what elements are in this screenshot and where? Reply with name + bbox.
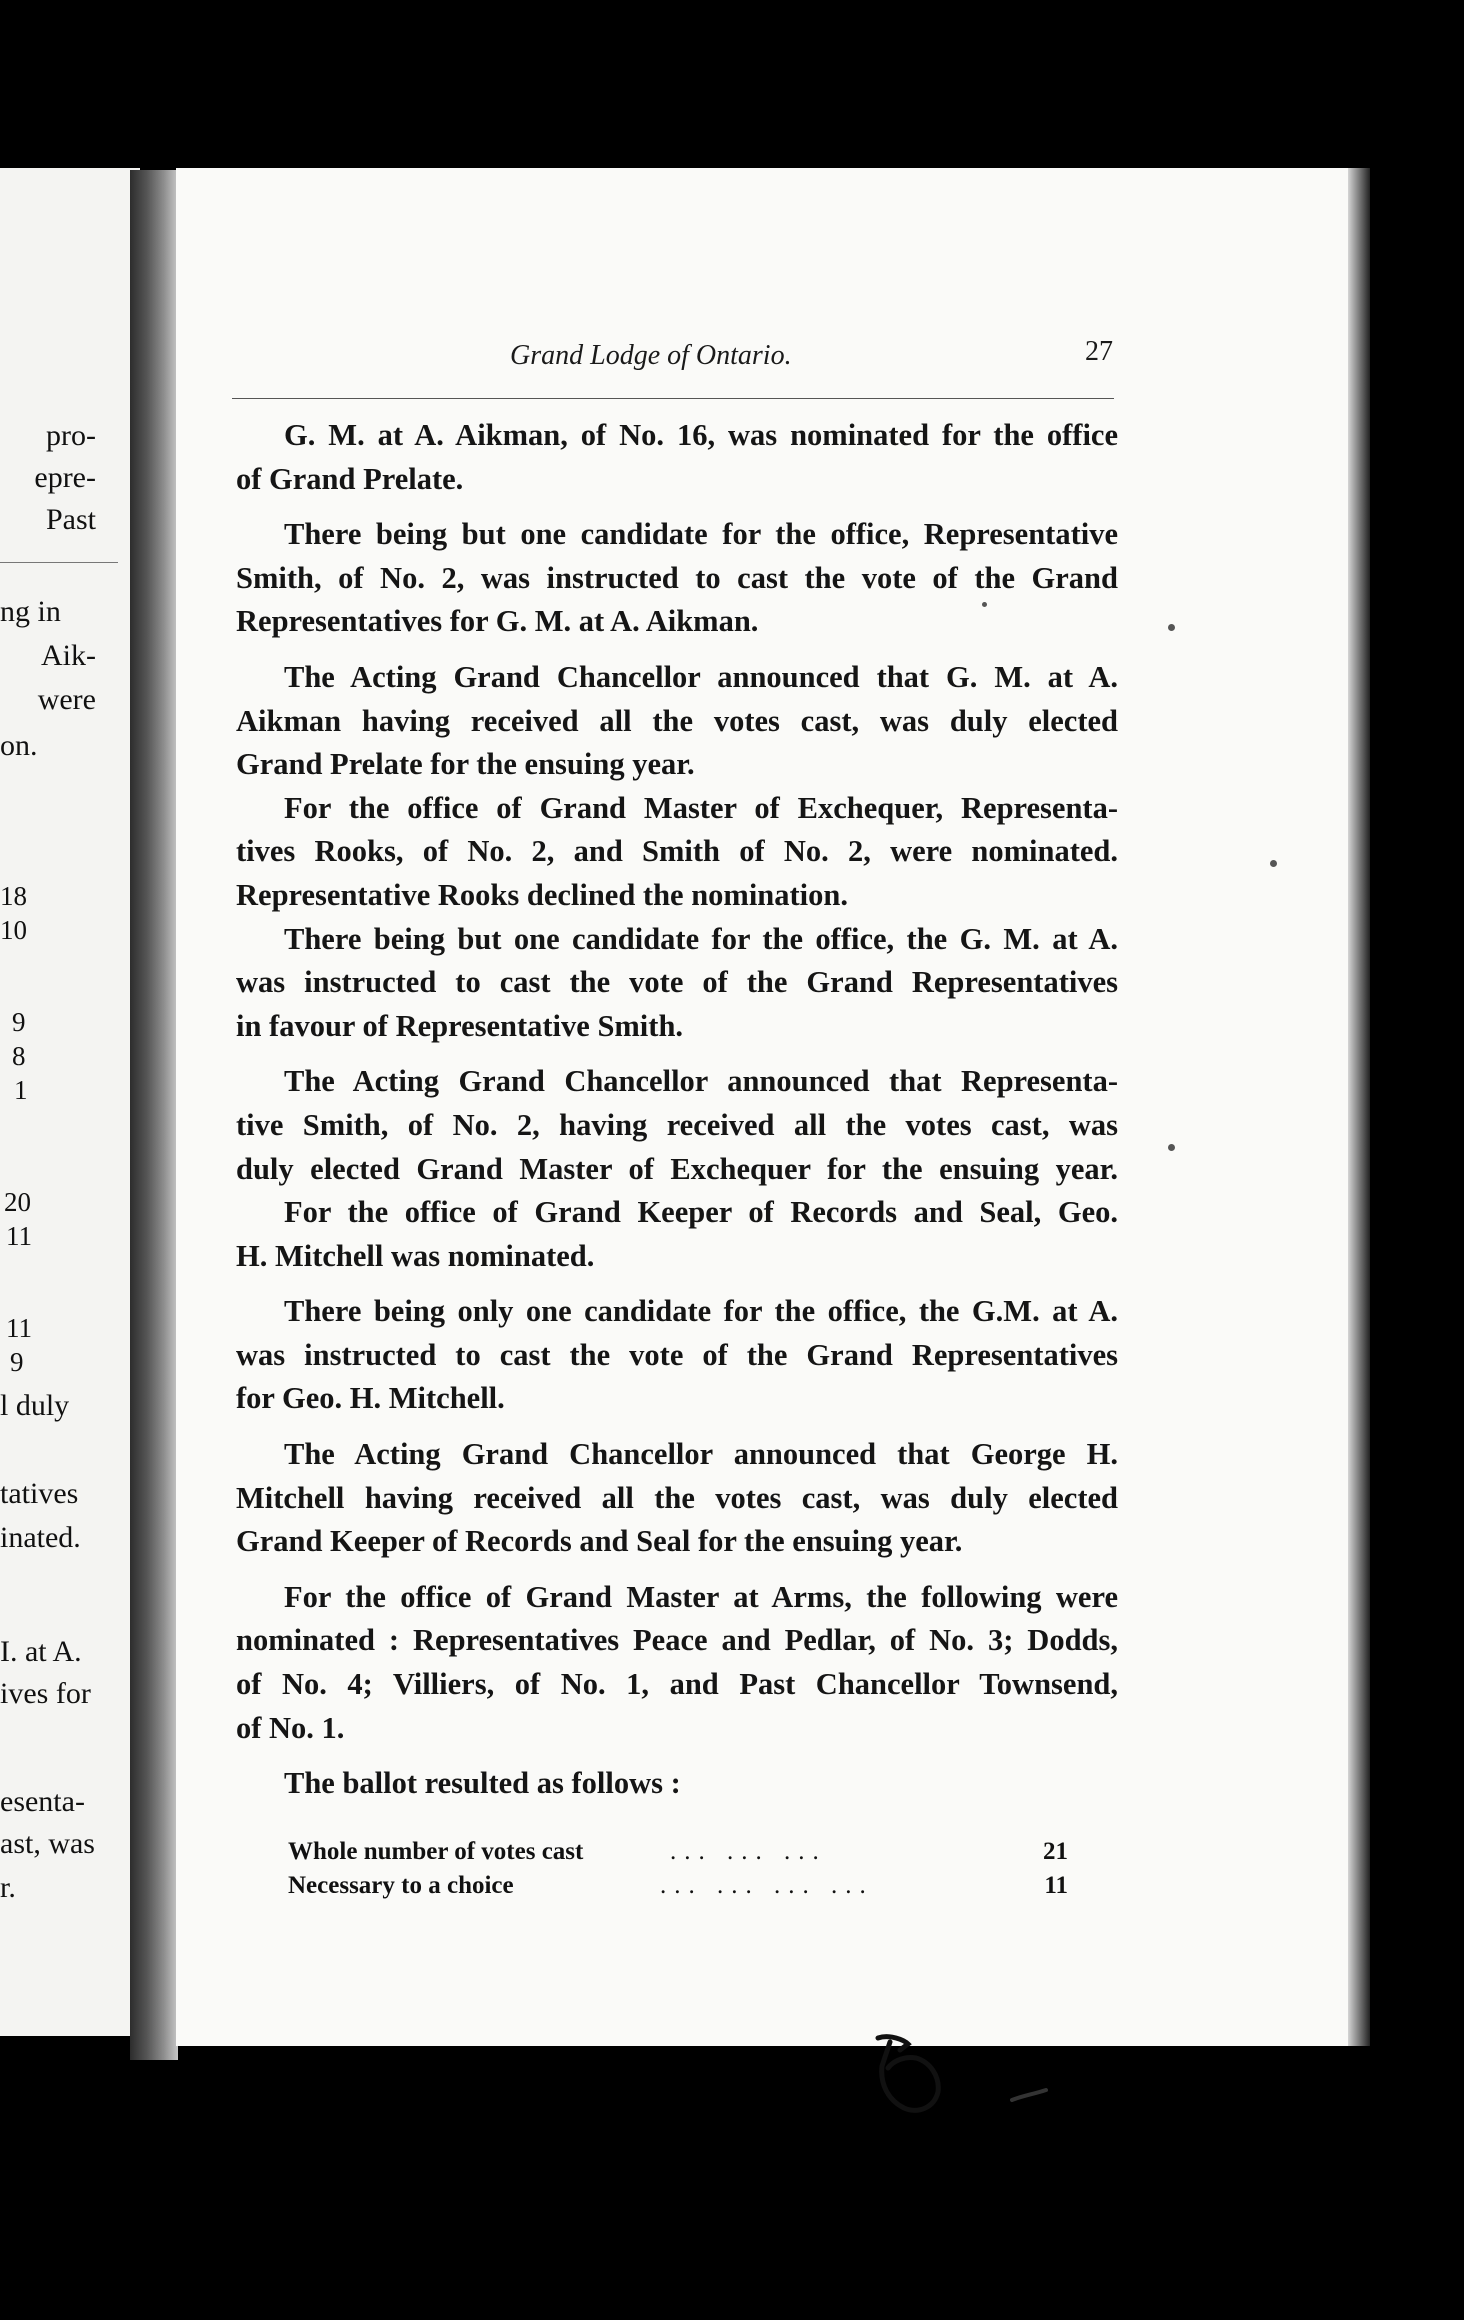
- text-line: Grand Prelate for the ensuing year.: [236, 747, 695, 782]
- left-fragment: I. at A.: [0, 1635, 82, 1668]
- left-fragment: esenta-: [0, 1785, 85, 1818]
- ballot-leader-dots: ... ... ...: [670, 1838, 827, 1865]
- text-line: There being only one candidate for the office, the G.M. at A.: [284, 1294, 1118, 1329]
- text-line: for Geo. H. Mitchell.: [236, 1381, 505, 1416]
- left-fragment: r.: [0, 1871, 16, 1904]
- left-fragment: epre-: [34, 461, 96, 494]
- text-line: was instructed to cast the vote of the Grand Representatives: [236, 1337, 1118, 1372]
- text-line: The ballot resulted as follows :: [284, 1766, 681, 1801]
- text-line: Aikman having received all the votes cast, was duly elected: [236, 703, 1118, 738]
- left-fragment: ast, was: [0, 1827, 95, 1860]
- text-line: H. Mitchell was nominated.: [236, 1238, 595, 1273]
- left-fragment: 20: [4, 1187, 31, 1217]
- book-gutter-shadow: [130, 170, 178, 2060]
- text-line: of Grand Prelate.: [236, 461, 464, 496]
- running-head: Grand Lodge of Ontario.: [510, 340, 792, 371]
- right-page-edge-shadow: [1348, 168, 1370, 2046]
- left-fragment: were: [37, 683, 96, 716]
- speck: [1168, 1144, 1175, 1151]
- left-fragment: 11: [6, 1313, 32, 1343]
- left-fragment: Aik-: [41, 639, 96, 672]
- left-fragment: Past: [45, 503, 96, 536]
- left-fragment: inated.: [0, 1521, 81, 1554]
- text-line: tives Rooks, of No. 2, and Smith of No. 2, were nominated.: [236, 834, 1118, 869]
- text-line: G. M. at A. Aikman, of No. 16, was nominated for the office: [284, 418, 1118, 452]
- body-text: [236, 414, 1118, 1806]
- speck: [1270, 860, 1277, 867]
- left-fragment: l duly: [0, 1389, 70, 1422]
- speck: [1168, 624, 1175, 631]
- left-fragment: 11: [6, 1221, 32, 1251]
- ballot-leader-dots: ... ... ... ...: [660, 1872, 874, 1899]
- text-line: tive Smith, of No. 2, having received all the votes cast, was: [236, 1107, 1118, 1142]
- text-line: Smith, of No. 2, was instructed to cast the vote of the Grand: [236, 560, 1118, 595]
- text-line: nominated : Representatives Peace and Pedlar, of No. 3; Dodds,: [236, 1623, 1118, 1658]
- left-fragment: 9: [10, 1347, 24, 1377]
- ballot-label: Whole number of votes cast: [288, 1838, 584, 1865]
- left-fragment: ives for: [0, 1677, 91, 1710]
- ballot-label: Necessary to a choice: [288, 1872, 514, 1899]
- pencil-tick-icon: [1010, 2086, 1050, 2106]
- ballot-row: [288, 1869, 1068, 1903]
- text-line: Grand Keeper of Records and Seal for the ensuing year.: [236, 1524, 963, 1559]
- text-line: in favour of Representative Smith.: [236, 1008, 684, 1043]
- ballot-row: [288, 1835, 1068, 1869]
- ballot-value: 21: [1043, 1838, 1068, 1865]
- text-line: For the office of Grand Master at Arms, the following were: [284, 1579, 1118, 1614]
- text-line: The Acting Grand Chancellor announced that G. M. at A.: [284, 659, 1118, 694]
- text-line: The Acting Grand Chancellor announced that George H.: [284, 1437, 1118, 1472]
- left-page-edge: [0, 168, 140, 2036]
- left-fragment: 18: [0, 881, 27, 911]
- left-fragment: ng in: [0, 595, 61, 628]
- left-fragment: 10: [0, 915, 27, 945]
- left-fragment: 9: [12, 1007, 26, 1037]
- text-line: There being but one candidate for the office, the G. M. at A.: [284, 921, 1118, 956]
- left-page-header-rule: [0, 562, 118, 563]
- text-line: For the office of Grand Master of Exchequer, Representa-: [284, 790, 1118, 825]
- speck: [982, 602, 987, 607]
- ballot-table: [288, 1835, 1068, 1903]
- left-fragment: pro-: [46, 419, 96, 452]
- ballot-value: 11: [1044, 1872, 1068, 1899]
- left-fragment: on.: [0, 729, 38, 762]
- text-line: of No. 4; Villiers, of No. 1, and Past Chancellor Townsend,: [236, 1667, 1118, 1702]
- text-line: For the office of Grand Keeper of Records and Seal, Geo.: [284, 1195, 1118, 1230]
- page-number: 27: [1085, 336, 1113, 367]
- left-fragment: 1: [14, 1075, 28, 1105]
- text-line: Representatives for G. M. at A. Aikman.: [236, 604, 759, 639]
- pencil-mark-icon: [860, 2028, 950, 2120]
- text-line: Representative Rooks declined the nomination.: [236, 877, 848, 912]
- left-fragment: tatives: [0, 1477, 79, 1510]
- left-fragment: 8: [12, 1041, 26, 1071]
- text-line: duly elected Grand Master of Exchequer for the ensuing year.: [236, 1151, 1118, 1186]
- header-rule: [232, 398, 1114, 399]
- text-line: was instructed to cast the vote of the Grand Representatives: [236, 965, 1118, 1000]
- text-line: There being but one candidate for the office, Representative: [284, 517, 1118, 552]
- text-line: Mitchell having received all the votes cast, was duly elected: [236, 1480, 1118, 1515]
- text-line: The Acting Grand Chancellor announced that Representa-: [284, 1064, 1118, 1099]
- text-line: of No. 1.: [236, 1710, 345, 1745]
